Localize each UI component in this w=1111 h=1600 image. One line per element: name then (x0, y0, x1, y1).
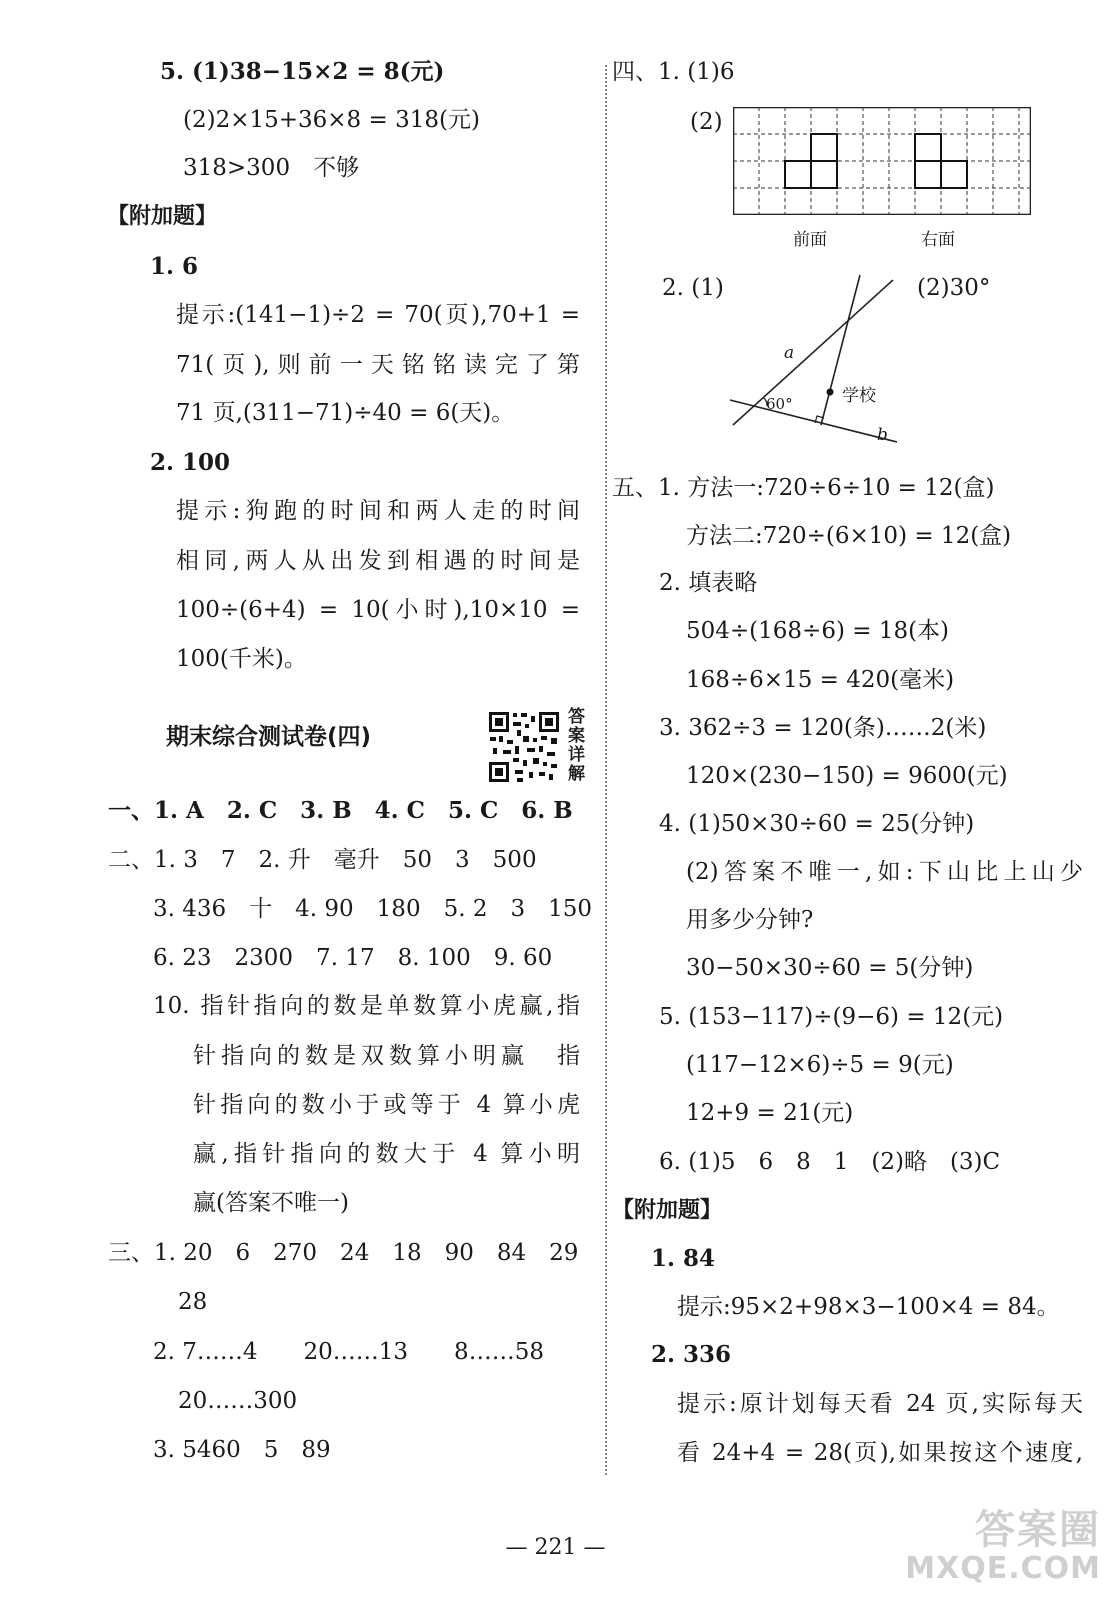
section-2-line-1: 二、1. 3 7 2. 升 毫升 50 3 500 (108, 847, 537, 873)
school-label: 学校 (842, 386, 876, 406)
view-right-label: 右面 (921, 230, 955, 250)
section-3-line-3: 3. 5460 5 89 (153, 1437, 331, 1463)
right-extra-q1-hint: 提示:95×2+98×3−100×4 = 84。 (677, 1294, 1060, 1320)
extra-section-title-right: 【附加题】 (612, 1198, 723, 1223)
section-5-q4-2-cont: 用多少分钟? (686, 907, 814, 933)
extra-q2-hint-line-3: 100÷(6+4) = 10(小时),10×10 = (176, 597, 580, 623)
column-divider (605, 65, 607, 1475)
line-b-label: b (877, 425, 888, 445)
watermark-line-2: MXQE.COM (905, 1551, 1101, 1586)
right-extra-q2-hint-line-2: 看 24+4 = 28(页),如果按这个速度, (677, 1440, 1083, 1466)
test-title: 期末综合测试卷(四) (166, 724, 372, 750)
right-extra-q2-hint-line-1: 提示:原计划每天看 24 页,实际每天 (677, 1391, 1083, 1417)
section-5-q1-method-1: 五、1. 方法一:720÷6÷10 = 12(盒) (612, 475, 995, 501)
section-5-q4-2: (2)答案不唯一,如:下山比上山少 (686, 859, 1083, 885)
section-5-q2: 2. 填表略 (659, 570, 758, 596)
extra-q1-hint-line-1: 提示:(141−1)÷2 = 70(页),70+1 = (176, 302, 580, 328)
views-grid-figure (733, 107, 1031, 215)
line-a-label: a (784, 343, 795, 363)
section-3-line-2b: 20……300 (178, 1388, 298, 1414)
section-2-line-2: 3. 436 十 4. 90 180 5. 2 3 150 (153, 896, 592, 922)
section-4-q2-2: (2)30° (917, 275, 991, 301)
section-5-q5: 5. (153−117)÷(9−6) = 12(元) (659, 1004, 1004, 1030)
section-3-line-1: 三、1. 20 6 270 24 18 90 84 29 (108, 1240, 579, 1266)
section-1-answers: 一、1. A 2. C 3. B 4. C 5. C 6. B (108, 797, 573, 824)
section-5-q1-method-2: 方法二:720÷(6×10) = 12(盒) (686, 523, 1012, 549)
section-5-q6: 6. (1)5 6 8 1 (2)略 (3)C (659, 1149, 1001, 1175)
right-extra-q2-answer: 2. 336 (651, 1341, 732, 1368)
q5-line-1: 5. (1)38−15×2 = 8(元) (160, 58, 445, 85)
angle-60-label: 60° (766, 395, 793, 413)
watermark-line-1: 答案圈 (975, 1507, 1101, 1553)
section-2-line-3: 6. 23 2300 7. 17 8. 100 9. 60 (153, 945, 553, 971)
q5-line-3: 318>300 不够 (183, 155, 360, 181)
section-4-q1-1: 四、1. (1)6 (612, 59, 735, 85)
section-3-line-1b: 28 (178, 1289, 208, 1315)
extra-section-title-left: 【附加题】 (107, 204, 218, 229)
extra-q1-hint-line-3: 71 页,(311−71)÷40 = 6(天)。 (176, 400, 515, 426)
view-front-label: 前面 (793, 230, 827, 250)
section-4-q1-2-label: (2) (690, 109, 723, 135)
qr-code (487, 710, 561, 784)
section-2-q10-line-3: 针指向的数小于或等于 4 算小虎 (193, 1092, 580, 1118)
section-3-line-2: 2. 7……4 20……13 8……58 (153, 1339, 544, 1365)
extra-q1-hint-line-2: 71(页),则前一天铭铭读完了第 (176, 352, 580, 378)
watermark (905, 1508, 1101, 1586)
extra-q2-hint-line-2: 相同,两人从出发到相遇的时间是 (176, 548, 580, 574)
angle-figure (725, 270, 905, 450)
section-2-q10-line-4: 赢,指针指向的数大于 4 算小明 (193, 1141, 580, 1167)
q5-line-2: (2)2×15+36×8 = 318(元) (183, 107, 480, 133)
right-extra-q1-answer: 1. 84 (651, 1245, 716, 1272)
section-2-q10-line-2: 针指向的数是双数算小明赢 指 (193, 1043, 580, 1069)
extra-q2-hint-line-1: 提示:狗跑的时间和两人走的时间 (176, 498, 580, 524)
section-2-q10-line-1: 10. 指针指向的数是单数算小虎赢,指 (153, 993, 580, 1019)
extra-q1-answer: 1. 6 (150, 253, 199, 280)
section-5-q4-1: 4. (1)50×30÷60 = 25(分钟) (659, 811, 975, 837)
qr-label: 答案详解 (568, 707, 585, 784)
section-5-q5-line-c: 12+9 = 21(元) (686, 1100, 854, 1126)
section-5-q5-line-b: (117−12×6)÷5 = 9(元) (686, 1052, 954, 1078)
section-5-q2-line-b: 168÷6×15 = 420(毫米) (686, 667, 955, 693)
extra-q2-answer: 2. 100 (150, 449, 231, 476)
section-5-q4-2-calc: 30−50×30÷60 = 5(分钟) (686, 955, 974, 981)
section-5-q3-line-b: 120×(230−150) = 9600(元) (686, 763, 1008, 789)
page-number: — 221 — (505, 1535, 606, 1560)
extra-q2-hint-line-4: 100(千米)。 (176, 646, 307, 672)
section-5-q3: 3. 362÷3 = 120(条)……2(米) (659, 715, 987, 741)
section-2-q10-line-5: 赢(答案不唯一) (193, 1190, 349, 1216)
section-4-q2-1: 2. (1) (662, 275, 724, 301)
section-5-q2-line-a: 504÷(168÷6) = 18(本) (686, 618, 950, 644)
